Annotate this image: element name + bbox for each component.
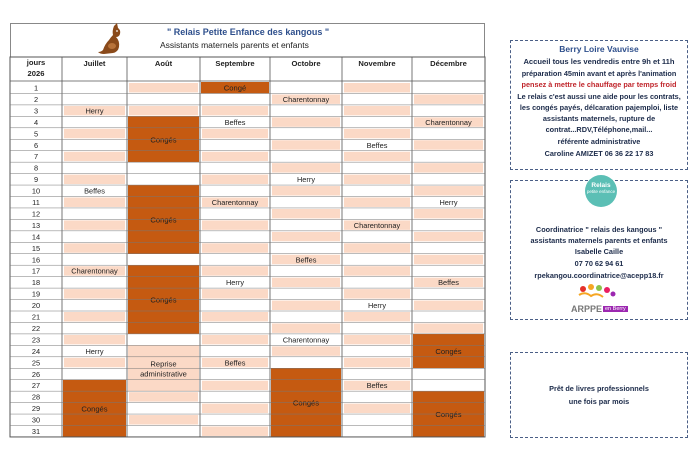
calendar-day-number: 29 (31, 404, 41, 414)
calendar-day-number: 28 (31, 392, 41, 402)
calendar-cell-fill (344, 198, 410, 207)
calendar-cell-fill (64, 358, 125, 367)
calendar-name: Charentonnay (71, 266, 118, 276)
page-subtitle: Assistants maternels parents et enfants (160, 40, 309, 50)
info-line-7: contrat...RDV,Téléphone,mail... (545, 125, 653, 134)
calendar-cell-fill (202, 266, 268, 275)
calendar-cell-fill (64, 175, 125, 184)
calendar-day-number: 10 (31, 186, 41, 196)
calendar-name: Beffes (295, 255, 317, 265)
calendar-day-number: 9 (33, 175, 39, 185)
calendar-name: Herry (225, 278, 245, 288)
calendar-cell-fill (129, 83, 198, 92)
contact-email: rpekangou.coordinatrice@acepp18.fr (534, 271, 664, 280)
calendar-cell-fill (202, 129, 268, 138)
info-warning: pensez à mettre le chauffage par temps froid (521, 80, 677, 89)
calendar-name: Charentonnay (282, 335, 330, 345)
notice-line-1: Prêt de livres professionnels (549, 384, 649, 393)
calendar-block-label: Congés (150, 215, 177, 225)
notice-line-2: une fois par mois (568, 397, 630, 406)
info-line-4: Le relais c'est aussi une aide pour les contrats, (517, 92, 681, 101)
calendar-cell-fill (344, 175, 410, 184)
calendar-cell-fill (272, 186, 340, 195)
calendar-cell-fill (202, 427, 268, 436)
calendar-month-header: Octobre (291, 59, 321, 68)
calendar-block-label: Congés (81, 404, 108, 414)
info-line-5: les congés payés, délcaration pajemploi, liste (519, 103, 679, 112)
info-line-2: préparation 45min avant et après l'animation (521, 69, 677, 78)
calendar-cell-fill (64, 152, 125, 161)
calendar-name: Beffes (224, 358, 246, 368)
calendar-name: Beffes (438, 278, 459, 288)
calendar-cell-fill (202, 381, 268, 390)
calendar-day-number: 6 (33, 140, 39, 150)
calendar-cell-fill (414, 301, 483, 310)
calendar-cell-fill (344, 106, 410, 115)
calendar-cell-fill (414, 94, 483, 103)
calendar-day-number: 19 (31, 289, 41, 299)
calendar-cell-fill (64, 220, 125, 229)
calendar-day-number: 31 (31, 427, 41, 436)
calendar-cell-fill (272, 140, 340, 149)
calendar-cell-fill (344, 289, 410, 298)
calendar-cell-fill (64, 198, 125, 207)
info-line-8: référente administrative (557, 137, 641, 146)
calendar-cell-fill (202, 404, 268, 413)
calendar-day-number: 16 (31, 255, 41, 265)
calendar-cell-fill (272, 323, 340, 332)
calendar-day-number: 17 (31, 266, 41, 276)
calendar-day-number: 12 (31, 209, 41, 219)
calendar-day-number: 26 (31, 369, 41, 379)
calendar-cell-fill (202, 312, 268, 321)
badge-label: Relais (591, 182, 611, 189)
calendar-day-number: 30 (31, 415, 41, 425)
calendar-day-number: 15 (31, 243, 41, 253)
calendar-cell-fill (202, 106, 268, 115)
calendar-name: Herry (439, 198, 458, 207)
calendar-cell-fill (129, 415, 198, 424)
calendar-name: Charentonnay (211, 198, 259, 207)
info-panel (510, 40, 688, 170)
calendar-name: Beffes (366, 140, 388, 150)
calendar-day-number: 25 (31, 358, 41, 368)
calendar-day-number: 23 (31, 335, 41, 345)
calendar-cell-fill (414, 163, 483, 172)
calendar-cell-fill (64, 289, 125, 298)
relais-badge-icon (585, 175, 617, 207)
info-title: Berry Loire Vauvise (559, 44, 639, 54)
calendar-cell-fill (202, 220, 268, 229)
calendar-name: Charentonnay (353, 220, 401, 230)
calendar-cell-fill (414, 232, 483, 241)
calendar-block-label: Congés (435, 347, 462, 357)
page-title: " Relais Petite Enfance des kangous " (167, 27, 330, 37)
calendar-cell-fill (414, 186, 483, 195)
notice-panel (510, 352, 688, 438)
calendar-cell-fill (414, 255, 483, 264)
calendar-month-header: Juillet (83, 59, 106, 68)
calendar-name: Herry (296, 175, 316, 185)
calendar-day-number: 3 (33, 106, 39, 116)
calendar-cell-fill (129, 392, 198, 401)
calendar-cell-fill (272, 163, 340, 172)
calendar-cell-fill (272, 278, 340, 287)
calendar-cell-fill (344, 266, 410, 275)
contact-line-1: Coordinatrice " relais des kangous " (535, 225, 663, 234)
calendar-day-number: 2 (33, 94, 39, 104)
calendar-day-number: 5 (33, 129, 39, 139)
calendar-cell-fill (202, 175, 268, 184)
calendar-cell-fill (414, 140, 483, 149)
calendar-cell-fill (202, 335, 268, 344)
calendar-cell-fill (202, 152, 268, 161)
calendar-cell-fill (272, 232, 340, 241)
calendar-cell-fill (414, 323, 483, 332)
calendar-block-label: Congés (150, 135, 177, 145)
contact-name: Isabelle Caille (574, 247, 624, 256)
arppe-logo-sub: en Berry (605, 306, 626, 312)
calendar-cell-fill (64, 129, 125, 138)
calendar-cell-fill (202, 243, 268, 252)
calendar-cell-fill (344, 83, 410, 92)
calendar-month-header: Septembre (215, 59, 255, 68)
calendar-header-year: 2026 (27, 69, 45, 78)
calendar-cell-fill (344, 312, 410, 321)
calendar-day-number: 18 (31, 278, 41, 288)
calendar-day-number: 1 (33, 83, 39, 93)
calendar-day-number: 22 (31, 323, 41, 333)
calendar-name: Beffes (366, 381, 388, 391)
calendar-cell-fill (272, 209, 340, 218)
badge-sublabel: petite enfance (586, 189, 616, 194)
calendar-block-label: Congés (150, 295, 177, 305)
calendar-name: Charentonnay (282, 94, 330, 104)
calendar-day-number: 14 (31, 232, 41, 242)
arppe-logo-text: ARPPE (571, 304, 603, 314)
calendar-cell-fill (344, 335, 410, 344)
calendar-cell-fill (272, 117, 340, 126)
calendar-day-number: 27 (31, 381, 41, 391)
contact-panel (510, 180, 688, 320)
calendar-cell-fill (202, 289, 268, 298)
calendar-block-label: Reprise (150, 359, 177, 369)
info-line-6: assistants maternels, rupture de (542, 114, 656, 123)
calendar-cell-fill (344, 404, 410, 413)
calendar-name: Herry (85, 346, 104, 356)
calendar-cell-fill (272, 301, 340, 310)
contact-line-2: assistants maternels parents et enfants (530, 236, 668, 245)
calendar-day-number: 4 (33, 117, 39, 127)
calendar-cell-fill (414, 209, 483, 218)
info-contact: Caroline AMIZET 06 36 22 17 83 (544, 149, 654, 158)
calendar-cell-fill (272, 346, 340, 355)
calendar-day-number: 11 (32, 198, 40, 207)
calendar-day-number: 13 (31, 220, 41, 230)
calendar-day-number: 7 (33, 152, 39, 162)
info-line-1: Accueil tous les vendredis entre 9h et 11h (523, 57, 675, 66)
calendar-block-label: Congés (292, 398, 320, 408)
calendar-name: Herry (367, 301, 387, 311)
calendar-cell-fill (129, 106, 198, 115)
calendar-month-header: Décembre (430, 59, 467, 68)
calendar-name: Herry (85, 106, 104, 116)
contact-phone: 07 70 62 94 61 (574, 259, 624, 268)
calendar-cell-fill (344, 129, 410, 138)
calendar-month-header: Novembre (358, 59, 396, 68)
calendar-block-label: Congés (435, 410, 462, 420)
calendar-name: Beffes (84, 186, 105, 196)
calendar-cell-fill (64, 312, 125, 321)
calendar-header-days: jours (26, 58, 46, 67)
calendar-month-header: Août (154, 59, 173, 68)
calendar-cell-fill (344, 152, 410, 161)
calendar-day-number: 8 (33, 163, 39, 173)
calendar-cell-fill (344, 243, 410, 252)
calendar-cell-fill (64, 243, 125, 252)
calendar-day-number: 20 (31, 301, 41, 311)
calendar-cell-fill (64, 335, 125, 344)
calendar-cell-fill (344, 358, 410, 367)
calendar-name: Beffes (224, 117, 246, 127)
calendar-day-number: 24 (31, 346, 41, 356)
calendar-block-label: administrative (140, 369, 187, 379)
calendar-block-label: Congé (223, 83, 247, 93)
calendar-day-number: 21 (31, 312, 41, 322)
calendar-name: Charentonnay (425, 117, 472, 127)
